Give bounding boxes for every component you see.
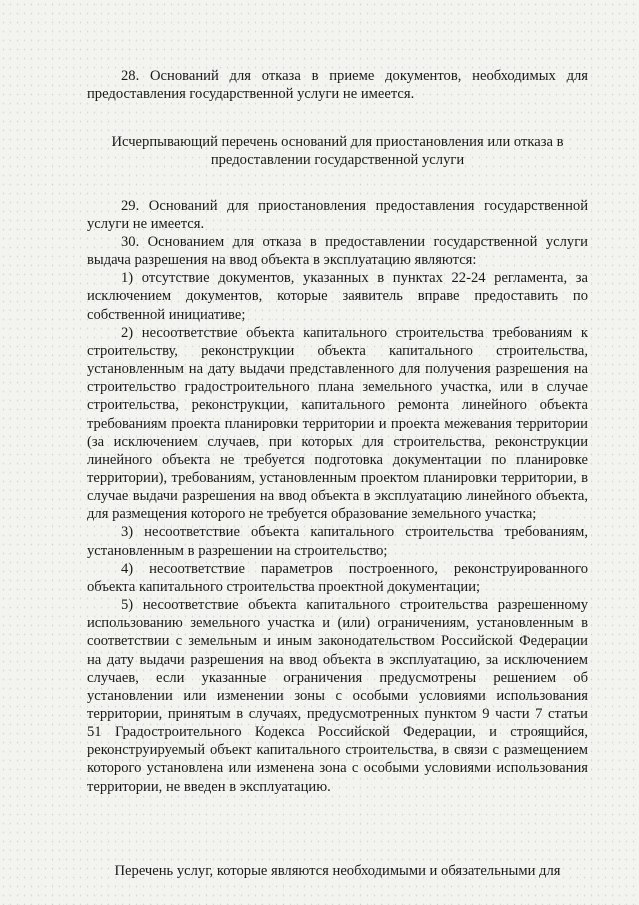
section-heading-suspension: Исчерпывающий перечень оснований для приостановления или отказа в предоставлении государственной услуги [111,134,564,169]
paragraph-29: 29. Оснований для приостановления предоставления государственной услуги не имеется. [87,197,588,232]
list-item-5: 5) несоответствие объекта капитального строительства разрешенному использованию земельного участка и (или) ограничениям, установленным в соответствии с земельным и иным законодательством Российской Федерации на дату выдачи разрешения на ввод объекта в эксплуатацию, за исключением случаев, если указанные ограничения предусмотрены решением об установлении или изменении зоны с особыми условиями использования территории, принятым в случаях, предусмотренных пунктом 9 части 7 статьи 51 Градостроительного Кодекса Российской Федерации, и строящийся, реконструируемый объект капитального строительства, в связи с размещением которого установлена или изменена зона с особыми условиями использования территории, не введен в эксплуатацию. [87,597,588,795]
paragraph-30: 30. Основанием для отказа в предоставлении государственной услуги выдача разрешения на ввод объекта в эксплуатацию являются: [87,233,588,269]
list-item-2: 2) несоответствие объекта капитального строительства требованиям к строительству, реконструкции объекта капитального строительства, установленным на дату выдачи представленного для получения разрешения на строительство градостроительного плана земельного участка, или в случае строительства, реконструкции, капитального ремонта линейного объекта требованиям проекта планировки территории и проекта межевания территории (за исключением случаев, при которых для строительства, реконструкции линейного объекта не требуется подготовка документации по планировке территории), требованиям, установленным проектом планировки территории, в случае выдачи разрешения на ввод объекта в эксплуатацию линейного объекта, для размещения которого не требуется образование земельного участка; [87,324,588,523]
list-item-3: 3) несоответствие объекта капитального строительства требованиям, установленным в разрешении на строительство; [87,524,588,559]
section-heading-services: Перечень услуг, которые являются необходимыми и обязательными для [114,862,561,879]
paragraph-28: 28. Оснований для отказа в приеме документов, необходимых для предоставления государственной услуги не имеется. [87,68,588,103]
list-item-1: 1) отсутствие документов, указанных в пунктах 22-24 регламента, за исключением документов, которые заявитель вправе предоставить по собственной инициативе; [87,270,588,323]
list-item-4: 4) несоответствие параметров построенного, реконструированного объекта капитального строительства проектной документации; [87,560,588,595]
document-body [87,67,588,880]
